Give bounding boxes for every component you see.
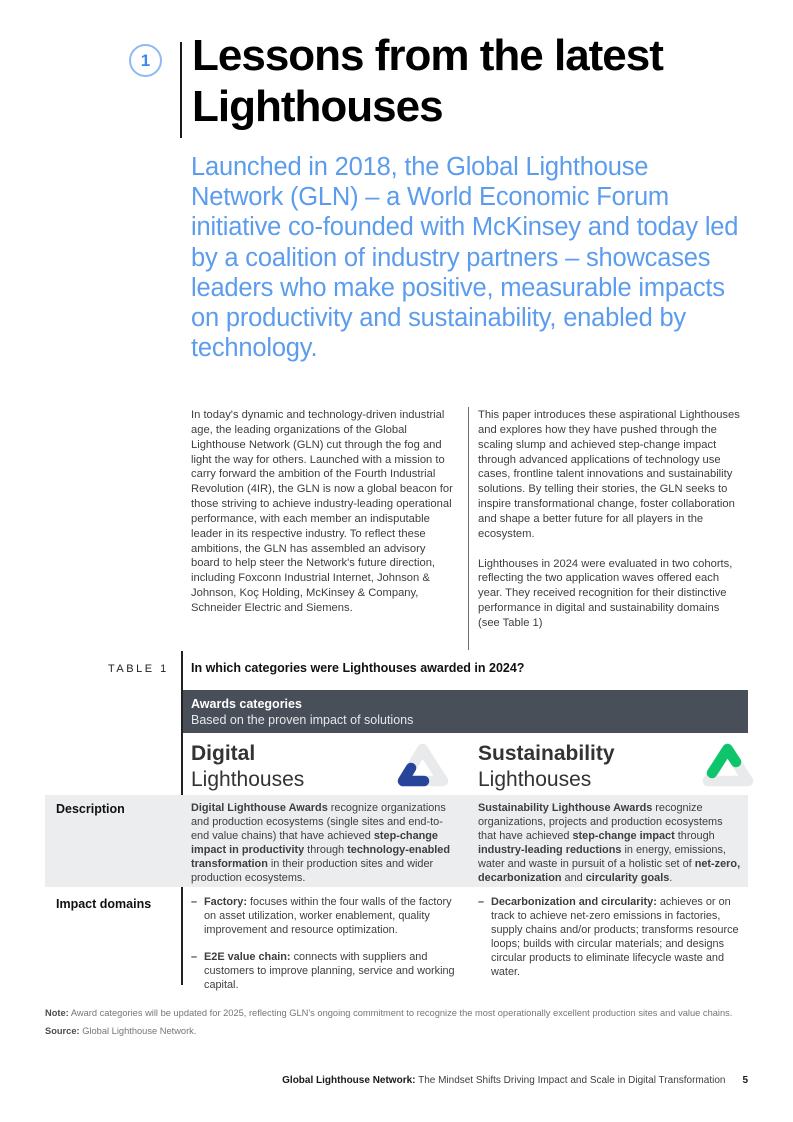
bullet-item	[191, 895, 462, 937]
bullet-text: Decarbonization and circularity: achieves or on track to achieve net-zero emissions in factories, supply chains and/or products; transforms resource loops; builds with circular materials; and designs circular products to eliminate lifecycle waste and water.	[491, 896, 739, 979]
column-subtitle-digital: Lighthouses	[191, 768, 305, 791]
lead-paragraph: Launched in 2018, the Global Lighthouse Network (GLN) – a World Economic Forum initiative co-founded with McKinsey and today led by a coalition of industry partners – showcases leaders who make positive, measurable impacts on productivity and sustainability, enabled by technology.	[191, 153, 739, 363]
column-header-digital	[191, 741, 304, 793]
page-footer	[282, 1075, 748, 1086]
footer-title	[282, 1075, 725, 1086]
body-paragraph: This paper introduces these aspirational Lighthouses and explores how they have pushed through the scaling slump and achieved step-change impact through advanced applications of technology use cases, frontline talent innovations and sustainability solutions. By telling their stories, the GLN seeks to inspire transformational change, foster collaboration and shape a better future for all players in the ecosystem.	[478, 409, 740, 540]
column-subtitle-sustainability: Lighthouses	[478, 768, 592, 791]
cell-impact-domains-digital	[191, 895, 462, 1006]
bullet-item	[478, 895, 745, 980]
page-number: 5	[742, 1075, 748, 1086]
table-header-title: Awards categories	[191, 697, 302, 711]
row-label-impact-domains: Impact domains	[56, 897, 152, 911]
table-label: TABLE 1	[108, 663, 169, 675]
title-vertical-rule	[180, 42, 182, 138]
digital-lighthouse-badge-icon	[394, 740, 451, 790]
table-note: Note: Award categories will be updated for 2025, reflecting GLN's ongoing commitment to recognize the most operationally excellent production sites and value chains.	[45, 1008, 733, 1018]
column-divider-rule	[468, 407, 469, 650]
column-title-sustainability: Sustainability	[478, 742, 615, 765]
bullet-dash: –	[191, 896, 198, 908]
page-title-line2: Lighthouses	[192, 82, 443, 131]
footer-title-bold: Global Lighthouse Network:	[282, 1075, 416, 1086]
table-header-bar	[183, 690, 748, 733]
cell-description-digital: Digital Lighthouse Awards recognize organizations and production ecosystems (single sites and end-to-end value chains) that have achieved step-change impact in productivity through technology-enabled transformation in their production sites and wider production ecosystems.	[191, 802, 451, 885]
bullet-dash: –	[191, 951, 198, 964]
body-column-left	[191, 408, 457, 616]
footer-title-rest: The Mindset Shifts Driving Impact and Scale in Digital Transformation	[415, 1075, 726, 1086]
cell-impact-domains-sustainability	[478, 895, 745, 993]
body-paragraph: In today's dynamic and technology-driven industrial age, the leading organizations of the Global Lighthouse Network (GLN) cut through the fog and light the way for others. Launched with a mission to carry forward the ambition of the Fourth Industrial Revolution (4IR), the GLN is now a global beacon for those striving to achieve industry-leading operational performance, with each member an indisputable leader in its respective industry. To reflect these ambitions, the GLN has assembled an advisory board to help steer the Network's future direction, including Foxconn Industrial Internet, Johnson & Johnson, Koç Holding, McKinsey & Company, Schneider Electric and Siemens.	[191, 409, 453, 614]
table-source: Source: Global Lighthouse Network.	[45, 1026, 197, 1036]
cell-description-sustainability: Sustainability Lighthouse Awards recognize organizations, projects and production ecosystems that have achieved step-change impact through industry-leading reductions in energy, emissions, water and waste in pursuit of a holistic set of net-zero, decarbonization and circularity goals.	[478, 802, 741, 885]
sustainability-lighthouse-badge-icon	[699, 740, 756, 790]
table-question: In which categories were Lighthouses awarded in 2024?	[191, 661, 525, 675]
column-title-digital: Digital	[191, 742, 256, 765]
bullet-item	[191, 950, 462, 992]
table-header-subtitle: Based on the proven impact of solutions	[191, 713, 414, 727]
bullet-text: E2E value chain: connects with suppliers and customers to improve planning, service and working capital.	[204, 951, 455, 992]
page-title	[192, 30, 663, 132]
bullet-dash: –	[478, 896, 485, 908]
row-label-description: Description	[56, 802, 125, 816]
page-title-line1: Lessons from the latest	[192, 31, 663, 80]
body-paragraph: Lighthouses in 2024 were evaluated in two cohorts, reflecting the two application waves offered each year. They received recognition for their distinctive performance in digital and sustainability domains (see Table 1)	[478, 557, 733, 629]
chapter-number: 1	[140, 50, 151, 70]
chapter-number-badge	[129, 44, 162, 77]
bullet-text: Factory: focuses within the four walls of the factory on asset utilization, worker enablement, quality improvement and resource optimization.	[204, 896, 452, 937]
body-column-right	[478, 408, 741, 646]
column-header-sustainability	[478, 741, 615, 793]
